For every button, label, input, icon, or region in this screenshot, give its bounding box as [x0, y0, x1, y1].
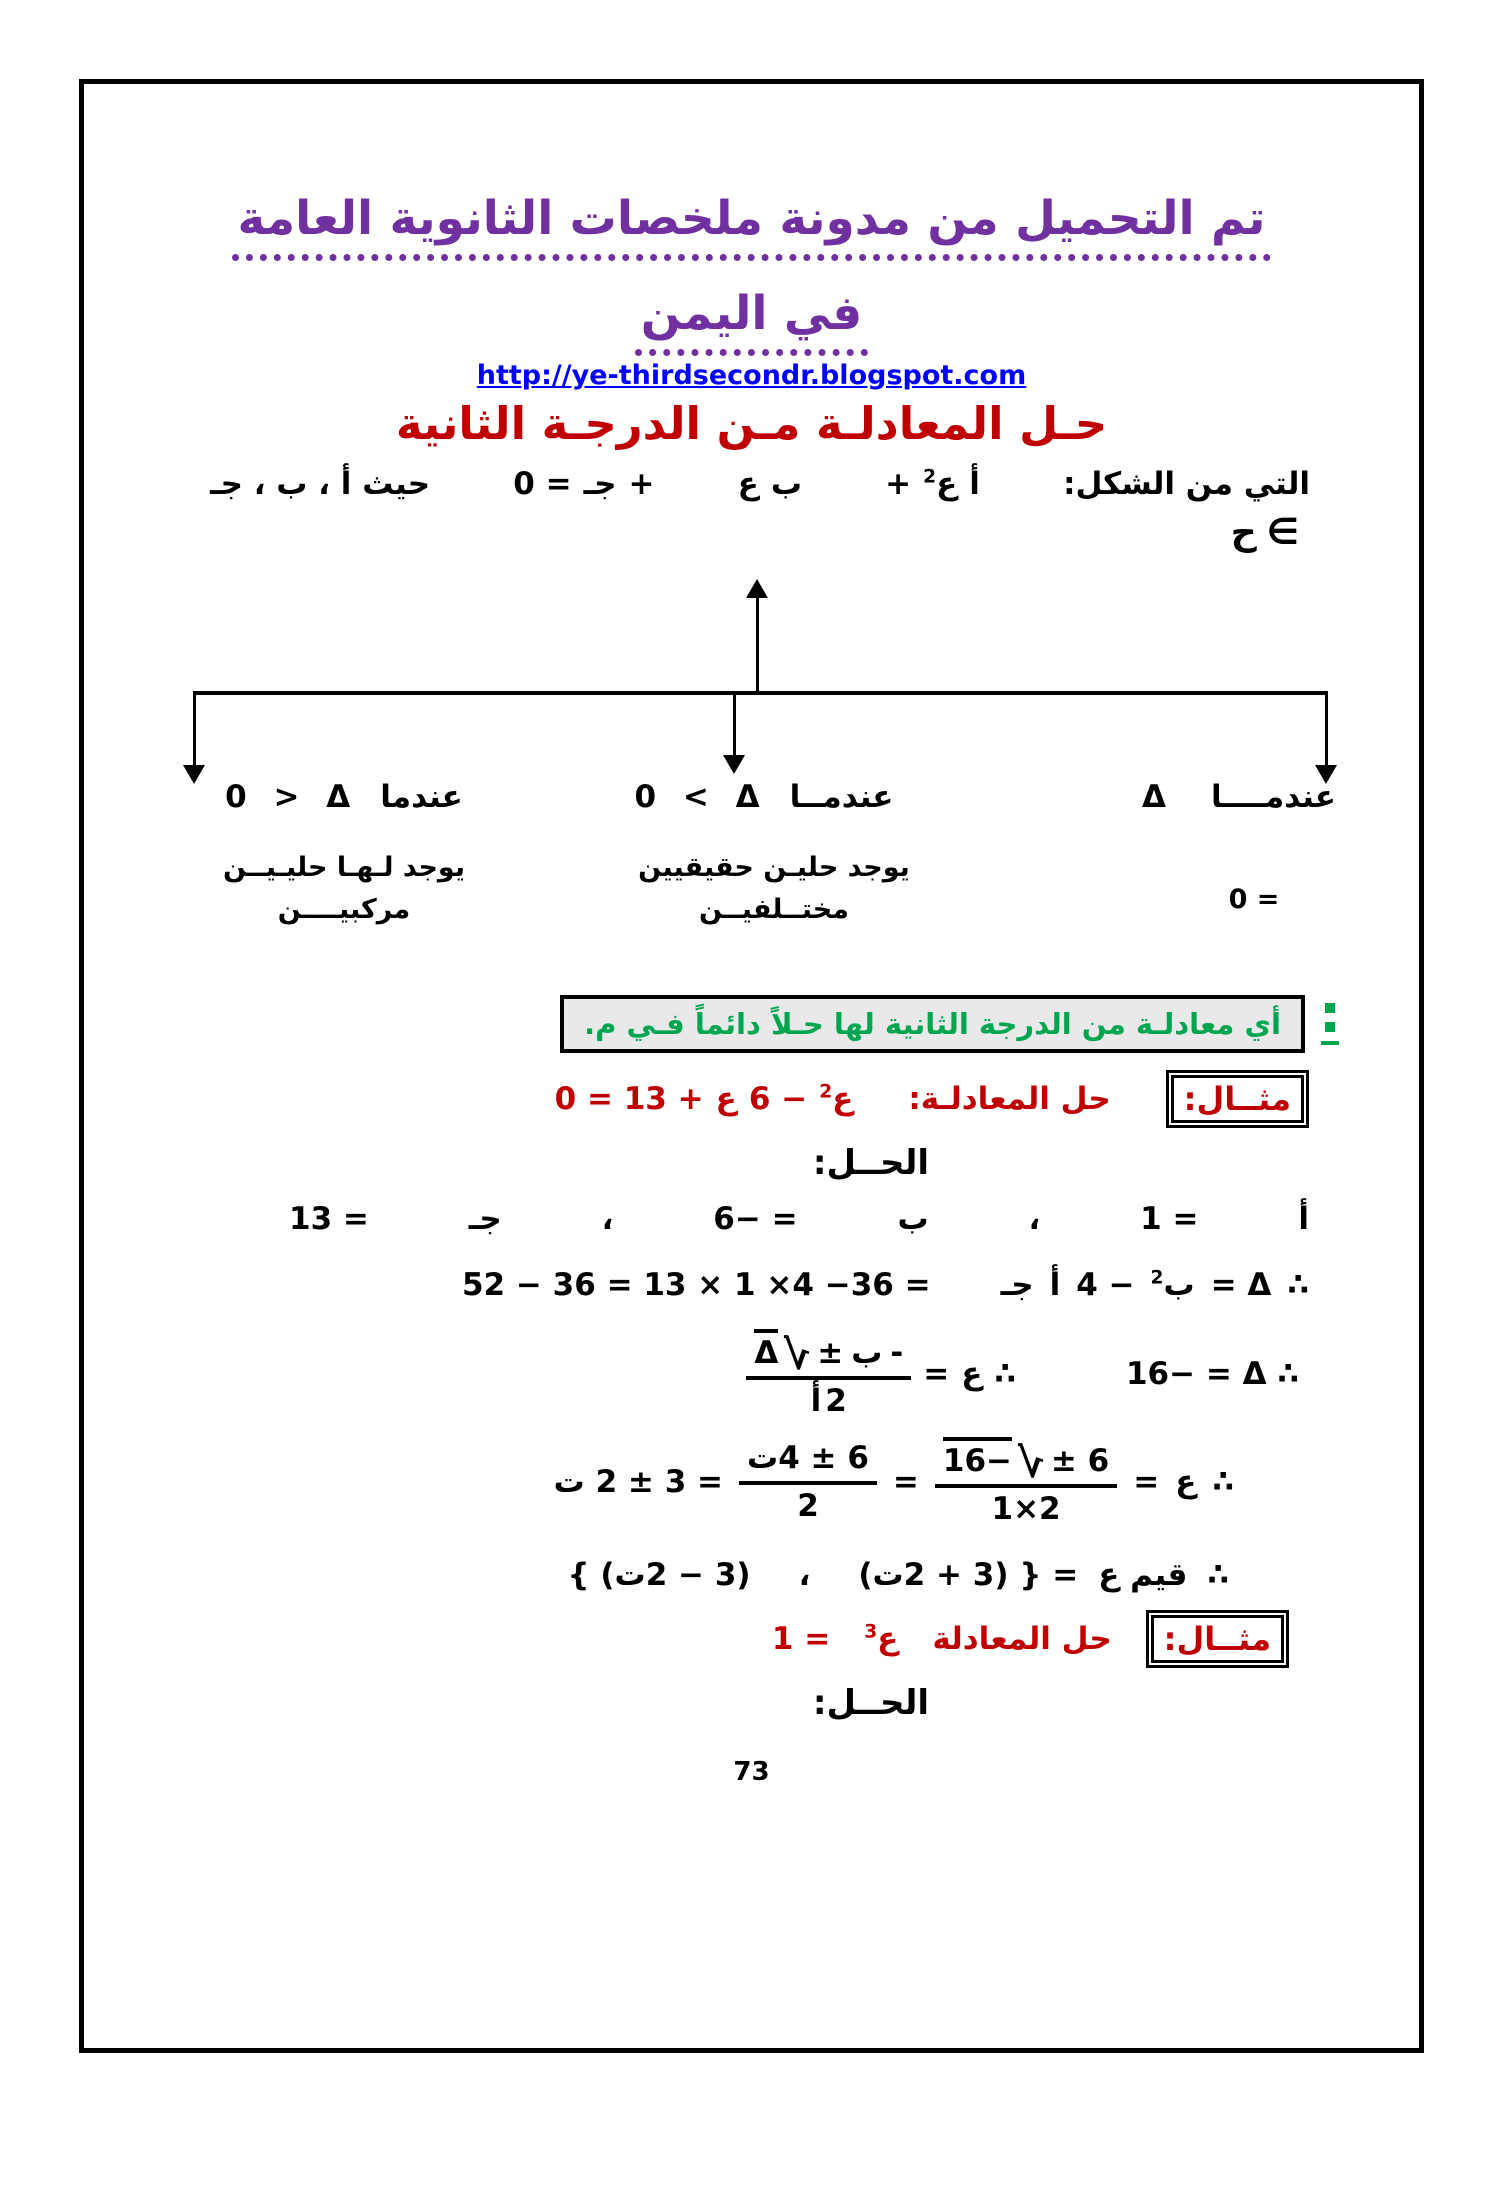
header: [84, 192, 1419, 356]
page-frame: [79, 79, 1424, 2053]
coefficients-line: 13 = جـ ، 6− = ب ، 1 = أ: [289, 1201, 1309, 1238]
branch-line: [193, 691, 1328, 695]
solution-2-label-row: [84, 1683, 929, 1723]
example-2-box: مثــال:: [1151, 1615, 1284, 1663]
note-row: [84, 995, 1339, 1053]
quadratic-law: Δ √ ± ب - أ 2 = ع ∴: [746, 1329, 1016, 1419]
solution-label: الحــل:: [812, 1143, 929, 1184]
case-zero-label: Δ عندمــــا: [1142, 779, 1336, 816]
case-zero-description: 0 =: [1228, 884, 1280, 916]
delta-value: 16− = Δ ∴: [1125, 1356, 1299, 1393]
center-arrowhead: [723, 755, 745, 774]
page-title: حـل المعادلـة مـن الدرجـة الثانية: [395, 397, 1108, 451]
example-1-equation: 0 = 13 + ع 6 − $^2$ع: [554, 1081, 854, 1118]
fraction-substituted: 16− √ ± 6 1×2: [935, 1437, 1117, 1527]
example-1-row: [84, 1075, 1304, 1123]
radical-sign: √: [1018, 1439, 1045, 1487]
solution-1-label-row: [84, 1143, 929, 1183]
blog-link[interactable]: http://ye-thirdsecondr.blogspot.com: [476, 360, 1027, 392]
fraction-simplified: $\frac{\text{ت4 ± 6}}{2}$: [739, 1440, 877, 1524]
case-positive-description: يوجد حليـن حقيقيين مختــلفيــن: [638, 852, 910, 925]
example-1-box: مثــال:: [1171, 1075, 1304, 1123]
example-2-row: 1 = $^3$ع حل المعادلة مثــال:: [84, 1615, 1284, 1663]
note-colon-mark: [1321, 1003, 1339, 1045]
up-arrow-stem: [756, 595, 759, 693]
solution-label: الحــل:: [812, 1683, 929, 1724]
left-arrow-stem: [193, 691, 196, 767]
example-2-rhs: 1 =: [771, 1621, 831, 1658]
case-negative-description: يوجد لـهـا حليـيــن مركبيــــن: [223, 852, 465, 925]
header-line-1: تم التحميل من مدونة ملخصات الثانوية العامة: [232, 192, 1272, 261]
law-fraction: Δ √ ± ب - أ 2: [746, 1329, 911, 1419]
term-quadratic: + $^2$ع أ: [885, 466, 980, 503]
discriminant-flowchart: [84, 579, 1419, 979]
center-arrow-stem: [733, 695, 736, 757]
header-line-2: في اليمن: [635, 287, 868, 356]
element-of-symbol: ∈: [1266, 512, 1299, 554]
substitution-line: ت 2 ± 3 = $\frac{\text{ت4 ± 6}}{2}$ = 16− √ ± 6 1×2 = ع ∴: [84, 1437, 1234, 1527]
membership-line: ح ∈: [1230, 512, 1299, 554]
solution-set-line: { (ت2 − 3) ، (ت2 + 3) } = قيم ع ∴: [567, 1557, 1229, 1594]
note-box: أي معادلـة من الدرجة الثانية لها حـلاً دائماً فـي م.: [560, 995, 1305, 1053]
where-clause: حيث أ ، ب ، جـ: [210, 466, 431, 503]
page-number: 73: [733, 1757, 770, 1788]
right-arrow-stem: [1325, 691, 1328, 767]
law-line: [84, 1329, 1299, 1419]
term-linear: ع ب: [737, 466, 802, 503]
form-label: التي من الشكل:: [1063, 466, 1310, 503]
delta-computation-line: 52 − 36 = 13 × 1 ×4 −36 = جـ أ 4 − $^2$ب = Δ ∴: [461, 1267, 1309, 1304]
equation-form-line: [210, 466, 1310, 502]
example-2-label: حل المعادلة: [932, 1621, 1112, 1658]
example-1-label: حل المعادلـة:: [908, 1081, 1111, 1118]
case-positive-label: 0 < Δ عندمــا: [634, 779, 894, 816]
radical-sign: √: [784, 1331, 812, 1379]
url-row: [84, 360, 1419, 391]
case-negative-label: 0 > Δ عندما: [225, 779, 463, 816]
title-row: [84, 397, 1419, 450]
term-constant: 0 = جـ +: [513, 466, 655, 503]
